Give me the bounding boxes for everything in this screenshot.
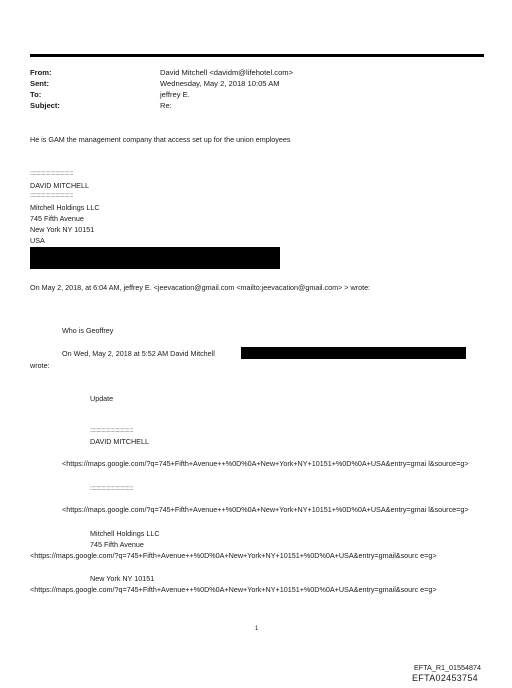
quoted-wrote: wrote: bbox=[30, 361, 50, 370]
maps-link-1[interactable]: <https://maps.google.com/?q=745+Fifth+Avenue++%0D%0A+New+York+NY+10151+%0D%0A+USA&entry=gmai l&source=g> bbox=[62, 459, 469, 468]
subject-value: Re: bbox=[160, 101, 172, 110]
maps-link-4[interactable]: <https://maps.google.com/?q=745+Fifth+Avenue++%0D%0A+New+York+NY+10151+%0D%0A+USA&entry=gmail&sourc e=g> bbox=[30, 585, 437, 594]
signature-street: 745 Fifth Avenue bbox=[30, 214, 84, 223]
reference-id-2: EFTA02453754 bbox=[412, 673, 478, 683]
page-number: 1 bbox=[255, 626, 259, 632]
signature-city: New York NY 10151 bbox=[30, 225, 95, 234]
sent-label: Sent: bbox=[30, 79, 49, 88]
message-text: He is GAM the management company that access set up for the union employees bbox=[30, 135, 291, 144]
to-value: jeffrey E. bbox=[160, 90, 190, 99]
redaction-email bbox=[241, 347, 466, 359]
from-label: From: bbox=[30, 68, 52, 77]
quoted-name: DAVID MITCHELL bbox=[90, 437, 149, 446]
signature-name: DAVID MITCHELL bbox=[30, 181, 89, 190]
quoted-separator: :::::::::::::::::::::::::::::::::: bbox=[90, 428, 134, 434]
redaction-box bbox=[30, 247, 280, 269]
signature-country: USA bbox=[30, 236, 45, 245]
quoted-street: 745 Fifth Avenue bbox=[90, 540, 144, 549]
maps-link-2[interactable]: <https://maps.google.com/?q=745+Fifth+Avenue++%0D%0A+New+York+NY+10151+%0D%0A+USA&entry=gmai l&source=g> bbox=[62, 505, 469, 514]
wrote-line: On May 2, 2018, at 6:04 AM, jeffrey E. <jeevacation@gmail.com <mailto:jeevacation@gmail.com> > wrote: bbox=[30, 283, 371, 292]
signature-company: Mitchell Holdings LLC bbox=[30, 203, 100, 212]
subject-label: Subject: bbox=[30, 101, 60, 110]
from-value: David Mitchell <davidm@lifehotel.com> bbox=[160, 68, 294, 77]
quoted-separator-2: :::::::::::::::::::::::::::::::::: bbox=[90, 486, 134, 492]
signature-separator-2: :::::::::::::::::::::::::::::::::: bbox=[30, 193, 74, 199]
quoted-city: New York NY 10151 bbox=[90, 574, 155, 583]
reference-id-1: EFTA_R1_01554874 bbox=[414, 663, 481, 672]
header-rule bbox=[30, 54, 484, 57]
signature-separator: :::::::::::::::::::::::::::::::::: bbox=[30, 171, 74, 177]
maps-link-3[interactable]: <https://maps.google.com/?q=745+Fifth+Avenue++%0D%0A+New+York+NY+10151+%0D%0A+USA&entry=gmail&sourc e=g> bbox=[30, 551, 437, 560]
quoted-company: Mitchell Holdings LLC bbox=[90, 529, 160, 538]
quoted-update: Update bbox=[90, 394, 114, 403]
sent-value: Wednesday, May 2, 2018 10:05 AM bbox=[160, 79, 280, 88]
quoted-on-line: On Wed, May 2, 2018 at 5:52 AM David Mitchell bbox=[62, 349, 215, 358]
to-label: To: bbox=[30, 90, 42, 99]
quoted-question: Who is Geoffrey bbox=[62, 326, 114, 335]
